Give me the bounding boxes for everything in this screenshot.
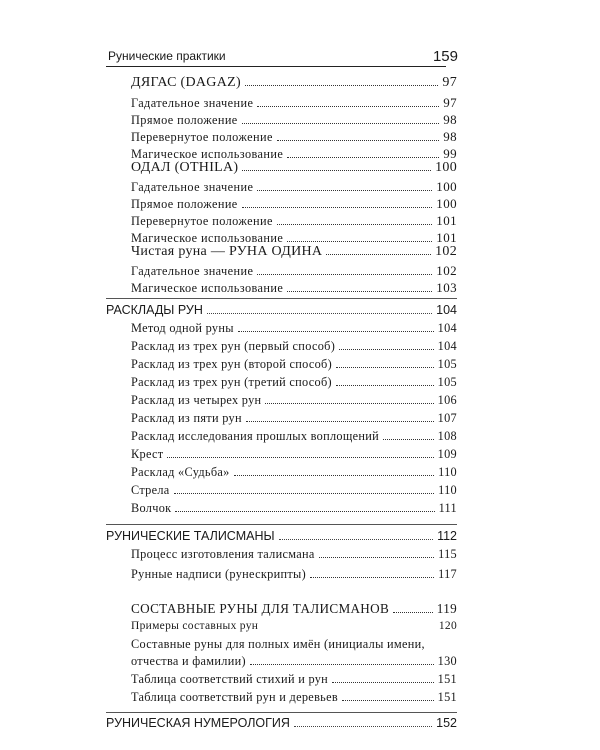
toc-entry-spreads-three-first[interactable] (131, 339, 457, 354)
toc-entry-title: Магическое использование (131, 231, 284, 245)
leader-dots (310, 577, 434, 578)
leader-dots (332, 682, 434, 683)
toc-entry-title: РАСКЛАДЫ РУН (106, 303, 203, 317)
leader-dots (287, 241, 432, 242)
toc-entry-othila-divination[interactable] (131, 179, 457, 195)
leader-dots (326, 254, 431, 255)
leader-dots (246, 421, 434, 422)
toc-entry-page: 103 (436, 280, 457, 295)
leader-dots (336, 385, 434, 386)
toc-entry-title: Метод одной руны (131, 321, 234, 335)
toc-entry-spreads-five[interactable] (131, 411, 457, 426)
leader-dots (277, 140, 439, 141)
toc-entry-page: 104 (436, 303, 457, 317)
leader-dots (175, 511, 434, 512)
toc-entry-page: 112 (437, 529, 457, 543)
toc-entry-dagaz-reversed[interactable] (131, 129, 457, 145)
leader-dots (242, 170, 431, 171)
leader-dots (339, 349, 434, 350)
toc-entry-numerology[interactable] (106, 716, 457, 730)
toc-entry-title: Стрела (131, 483, 170, 497)
toc-entry-title: Рунные надписи (рунескрипты) (131, 567, 306, 581)
leader-dots (167, 457, 433, 458)
toc-entry-title: Гадательное значение (131, 96, 254, 110)
toc-entry-title: Расклад из трех рун (второй способ) (131, 357, 333, 371)
toc-entry-bindrunes-full-names-line1[interactable]: Составные руны для полных имён (инициалы имени, (131, 637, 425, 651)
page-number: 159 (432, 48, 458, 65)
leader-dots (277, 224, 432, 225)
toc-entry-spreads-fate[interactable] (131, 465, 457, 480)
toc-entry-page: 107 (437, 411, 457, 425)
toc-entry-title: РУНИЧЕСКАЯ НУМЕРОЛОГИЯ (106, 716, 290, 730)
toc-entry-title: Гадательное значение (131, 264, 254, 278)
toc-entry-title: Расклад из трех рун (третий способ) (131, 375, 332, 389)
toc-entry-page: 104 (437, 321, 457, 335)
toc-entry-talismans-runescripts[interactable] (131, 567, 457, 582)
toc-entry-title: ДЯГАС (DAGAZ) (131, 75, 241, 90)
toc-entry-spreads-three-second[interactable] (131, 357, 457, 372)
leader-dots (257, 190, 432, 191)
leader-dots (257, 106, 439, 107)
toc-entry-page: 151 (437, 672, 457, 686)
leader-dots (238, 331, 434, 332)
toc-entry-title: Чистая руна — РУНА ОДИНА (131, 244, 323, 259)
toc-entry-page: 98 (443, 129, 457, 144)
leader-dots (242, 207, 433, 208)
toc-entry-title: Крест (131, 447, 164, 461)
section-divider (106, 712, 457, 713)
toc-entry-spreads-cross[interactable] (131, 447, 457, 462)
toc-entry-page: 97 (442, 75, 457, 90)
toc-entry-title: Процесс изготовления талисмана (131, 547, 315, 561)
section-divider (106, 524, 457, 525)
toc-entry-othila[interactable] (131, 160, 457, 176)
toc-entry-page: 115 (438, 547, 457, 561)
leader-dots (383, 439, 434, 440)
toc-entry-page: 102 (435, 244, 457, 259)
toc-entry-page: 151 (437, 690, 457, 704)
toc-entry-spreads[interactable] (106, 303, 457, 317)
leader-dots (287, 157, 439, 158)
toc-entry-bindrunes-full-names[interactable] (131, 654, 457, 669)
toc-entry-blank-divination[interactable] (131, 263, 457, 279)
toc-entry-page: 109 (437, 447, 457, 461)
toc-entry-bindrunes-examples[interactable] (131, 620, 457, 632)
toc-entry-othila-reversed[interactable] (131, 213, 457, 229)
leader-dots (174, 493, 435, 494)
leader-dots (265, 403, 433, 404)
toc-entry-title: Расклад «Судьба» (131, 465, 230, 479)
toc-entry-page: 110 (438, 483, 457, 497)
toc-entry-dagaz-divination[interactable] (131, 95, 457, 111)
toc-entry-dagaz[interactable] (131, 75, 457, 91)
toc-entry-page: 106 (437, 393, 457, 407)
toc-entry-title: Таблица соответствий стихий и рун (131, 672, 329, 686)
toc-entry-title: Расклад из трех рун (первый способ) (131, 339, 336, 353)
toc-entry-title: ОДАЛ (OTHILA) (131, 160, 239, 175)
toc-entry-page: 98 (443, 112, 457, 127)
leader-dots (234, 475, 435, 476)
leader-dots (287, 291, 432, 292)
toc-entry-page: 108 (437, 429, 457, 443)
toc-entry-page: 104 (437, 339, 457, 353)
toc-entry-page: 105 (437, 357, 457, 371)
toc-entry-blank-rune[interactable] (131, 244, 457, 260)
toc-entry-talismans[interactable] (106, 529, 457, 543)
toc-entry-bindrunes[interactable] (131, 601, 457, 617)
running-head: Рунические практики (108, 49, 226, 63)
toc-entry-title: Магическое использование (131, 147, 284, 161)
leader-dots (294, 726, 432, 727)
leader-dots (319, 557, 434, 558)
toc-entry-page: 100 (435, 160, 457, 175)
toc-entry-dagaz-upright[interactable] (131, 112, 457, 128)
toc-entry-talismans-making[interactable] (131, 547, 457, 562)
toc-entry-page: 100 (436, 179, 457, 194)
leader-dots (242, 123, 440, 124)
toc-entry-title: Гадательное значение (131, 180, 254, 194)
leader-dots (245, 85, 438, 86)
toc-entry-title: Волчок (131, 501, 172, 515)
leader-dots (393, 612, 433, 613)
toc-entry-spreads-spinning-top[interactable] (131, 501, 457, 516)
toc-entry-spreads-arrow[interactable] (131, 483, 457, 498)
toc-entry-blank-magic[interactable] (131, 280, 457, 296)
toc-entry-title: СОСТАВНЫЕ РУНЫ ДЛЯ ТАЛИСМАНОВ (131, 601, 390, 616)
toc-entry-page: 117 (438, 567, 457, 581)
toc-entry-page: 105 (437, 375, 457, 389)
toc-entry-page: 101 (436, 230, 457, 245)
toc-entry-page: 110 (438, 465, 457, 479)
toc-entry-page: 97 (443, 95, 457, 110)
toc-entry-bindrunes-trees-table[interactable] (131, 690, 457, 705)
toc-entry-title: Прямое положение (131, 113, 238, 127)
toc-entry-page: 120 (438, 620, 457, 632)
toc-entry-title: РУНИЧЕСКИЕ ТАЛИСМАНЫ (106, 529, 275, 543)
toc-entry-title: Прямое положение (131, 197, 238, 211)
toc-entry-page: 99 (443, 146, 457, 161)
toc-entry-page: 119 (436, 601, 457, 616)
toc-entry-page: 100 (436, 196, 457, 211)
toc-entry-title: Расклад из четырех рун (131, 393, 262, 407)
toc-entry-bindrunes-elements-table[interactable] (131, 672, 457, 687)
toc-entry-page: 130 (437, 654, 457, 668)
toc-entry-title: Перевернутое положение (131, 214, 273, 228)
section-divider (106, 298, 457, 299)
leader-dots (257, 274, 432, 275)
toc-entry-title: Расклад из пяти рун (131, 411, 242, 425)
toc-entry-othila-upright[interactable] (131, 196, 457, 212)
toc-entry-page: 111 (438, 501, 457, 515)
leader-dots (250, 664, 434, 665)
leader-dots (279, 539, 434, 540)
leader-dots (336, 367, 434, 368)
toc-entry-spreads-past-lives[interactable] (131, 429, 457, 444)
leader-dots (342, 700, 434, 701)
toc-entry-page: 102 (436, 263, 457, 278)
toc-entry-title: Перевернутое положение (131, 130, 273, 144)
toc-entry-title: Таблица соответствий рун и деревьев (131, 690, 338, 704)
leader-dots (207, 313, 432, 314)
toc-entry-title: Расклад исследования прошлых воплощений (131, 429, 380, 443)
toc-entry-spreads-one-rune[interactable] (131, 321, 457, 336)
toc-entry-title: Примеры составных рун (131, 620, 259, 632)
toc-entry-page: 101 (436, 213, 457, 228)
toc-entry-spreads-four[interactable] (131, 393, 457, 408)
toc-entry-page: 152 (436, 716, 457, 730)
toc-entry-spreads-three-third[interactable] (131, 375, 457, 390)
toc-entry-title: отчества и фамилии) (131, 654, 246, 668)
toc-entry-title: Магическое использование (131, 281, 284, 295)
